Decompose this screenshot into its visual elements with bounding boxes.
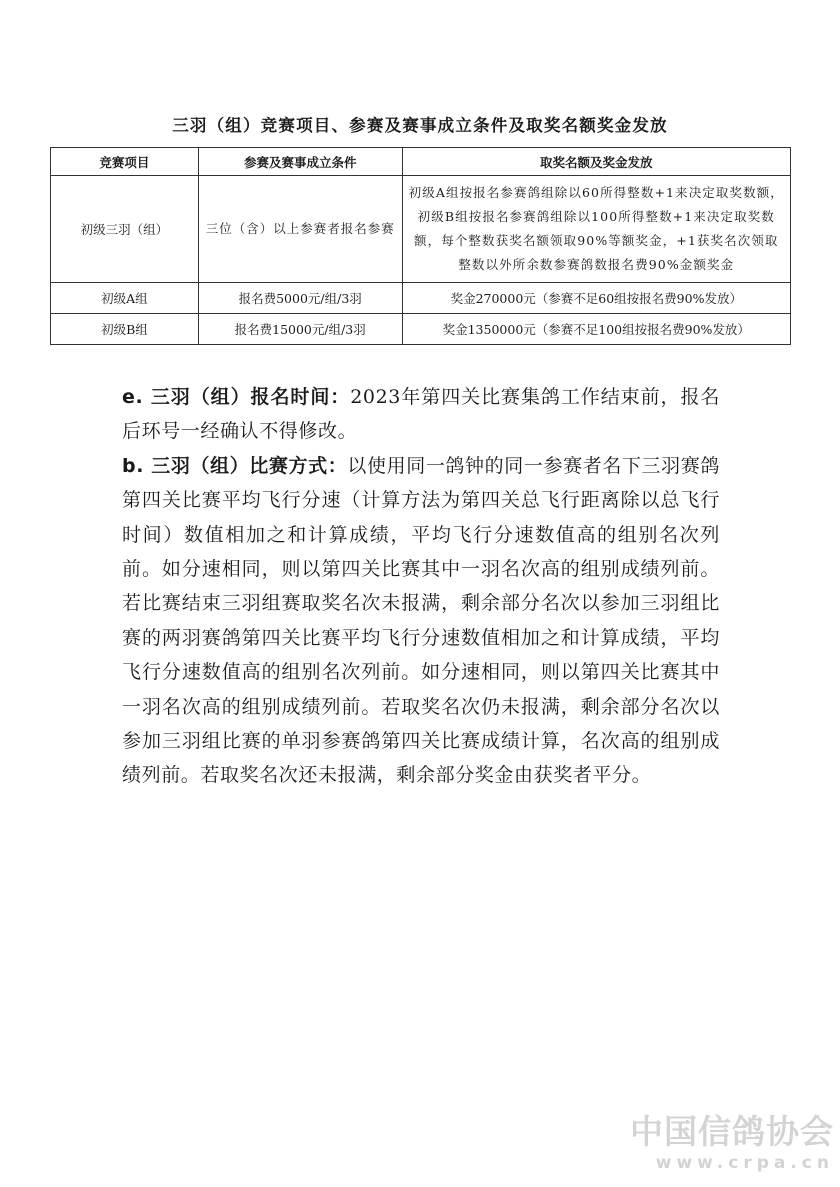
cell-item: 初级三羽（组）	[51, 176, 199, 283]
cell-item: 初级B组	[51, 314, 199, 345]
header-condition: 参赛及赛事成立条件	[198, 148, 402, 176]
header-item: 竞赛项目	[51, 148, 199, 176]
cell-prize: 奖金1350000元（参赛不足100组按报名费90%发放）	[402, 314, 790, 345]
paragraph-text: 2023年第四关比赛集鸽工作结束前，报名后环号一经确认不得修改。	[122, 386, 720, 443]
paragraph-label: e. 三羽（组）报名时间：	[122, 386, 351, 408]
paragraph-competition-method	[122, 449, 720, 793]
cell-condition: 三位（含）以上参赛者报名参赛	[198, 176, 402, 283]
paragraph-label: b. 三羽（组）比赛方式：	[122, 454, 348, 477]
paragraph-text: 以使用同一鸽钟的同一参赛者名下三羽赛鸽第四关比赛平均飞行分速（计算方法为第四关总飞行距离除以总飞行时间）数值相加之和计算成绩，平均飞行分速数值高的组别名次列前。如分速相同，则以第四关比赛其中一羽名次高的组别成绩列前。若比赛结束三羽组赛取奖名次未报满，剩余部分名次以参加三羽组比赛的两羽赛鸽第四关比赛平均飞行分速数值相加之和计算成绩，平均飞行分速数值高的组别名次列前。如分速相同，则以第四关比赛其中一羽名次高的组别成绩列前。若取奖名次仍未报满，剩余部分名次以参加三羽组比赛的单羽参赛鸽第四关比赛成绩计算，名次高的组别成绩列前。若取奖名次还未报满，剩余部分奖金由获奖者平分。	[122, 454, 720, 787]
cell-item: 初级A组	[51, 283, 199, 314]
watermark	[612, 1112, 834, 1174]
table-row	[51, 314, 791, 345]
cell-condition: 报名费5000元/组/3羽	[198, 283, 402, 314]
watermark-url: www.crpa.cn	[655, 1153, 834, 1173]
cell-prize: 初级A组按报名参赛鸽组除以60所得整数+1来决定取奖数额，初级B组按报名参赛鸽组除以100所得整数+1来决定取奖数额，每个整数获奖名额领取90%等额奖金，+1获奖名次领取整数以外所余数参赛鸽数报名费90%金额奖金	[402, 176, 790, 283]
table-row	[51, 176, 791, 283]
paragraph-registration-time	[122, 380, 720, 449]
watermark-name: 中国信鸽协会	[630, 1112, 834, 1151]
table-header-row	[51, 148, 791, 176]
table-row	[51, 283, 791, 314]
cell-prize: 奖金270000元（参赛不足60组按报名费90%发放）	[402, 283, 790, 314]
rules-table	[50, 147, 791, 345]
document-title: 三羽（组）竞赛项目、参赛及赛事成立条件及取奖名额奖金发放	[172, 116, 668, 135]
header-prize: 取奖名额及奖金发放	[402, 148, 790, 176]
cell-condition: 报名费15000元/组/3羽	[198, 314, 402, 345]
body-text	[122, 380, 720, 793]
